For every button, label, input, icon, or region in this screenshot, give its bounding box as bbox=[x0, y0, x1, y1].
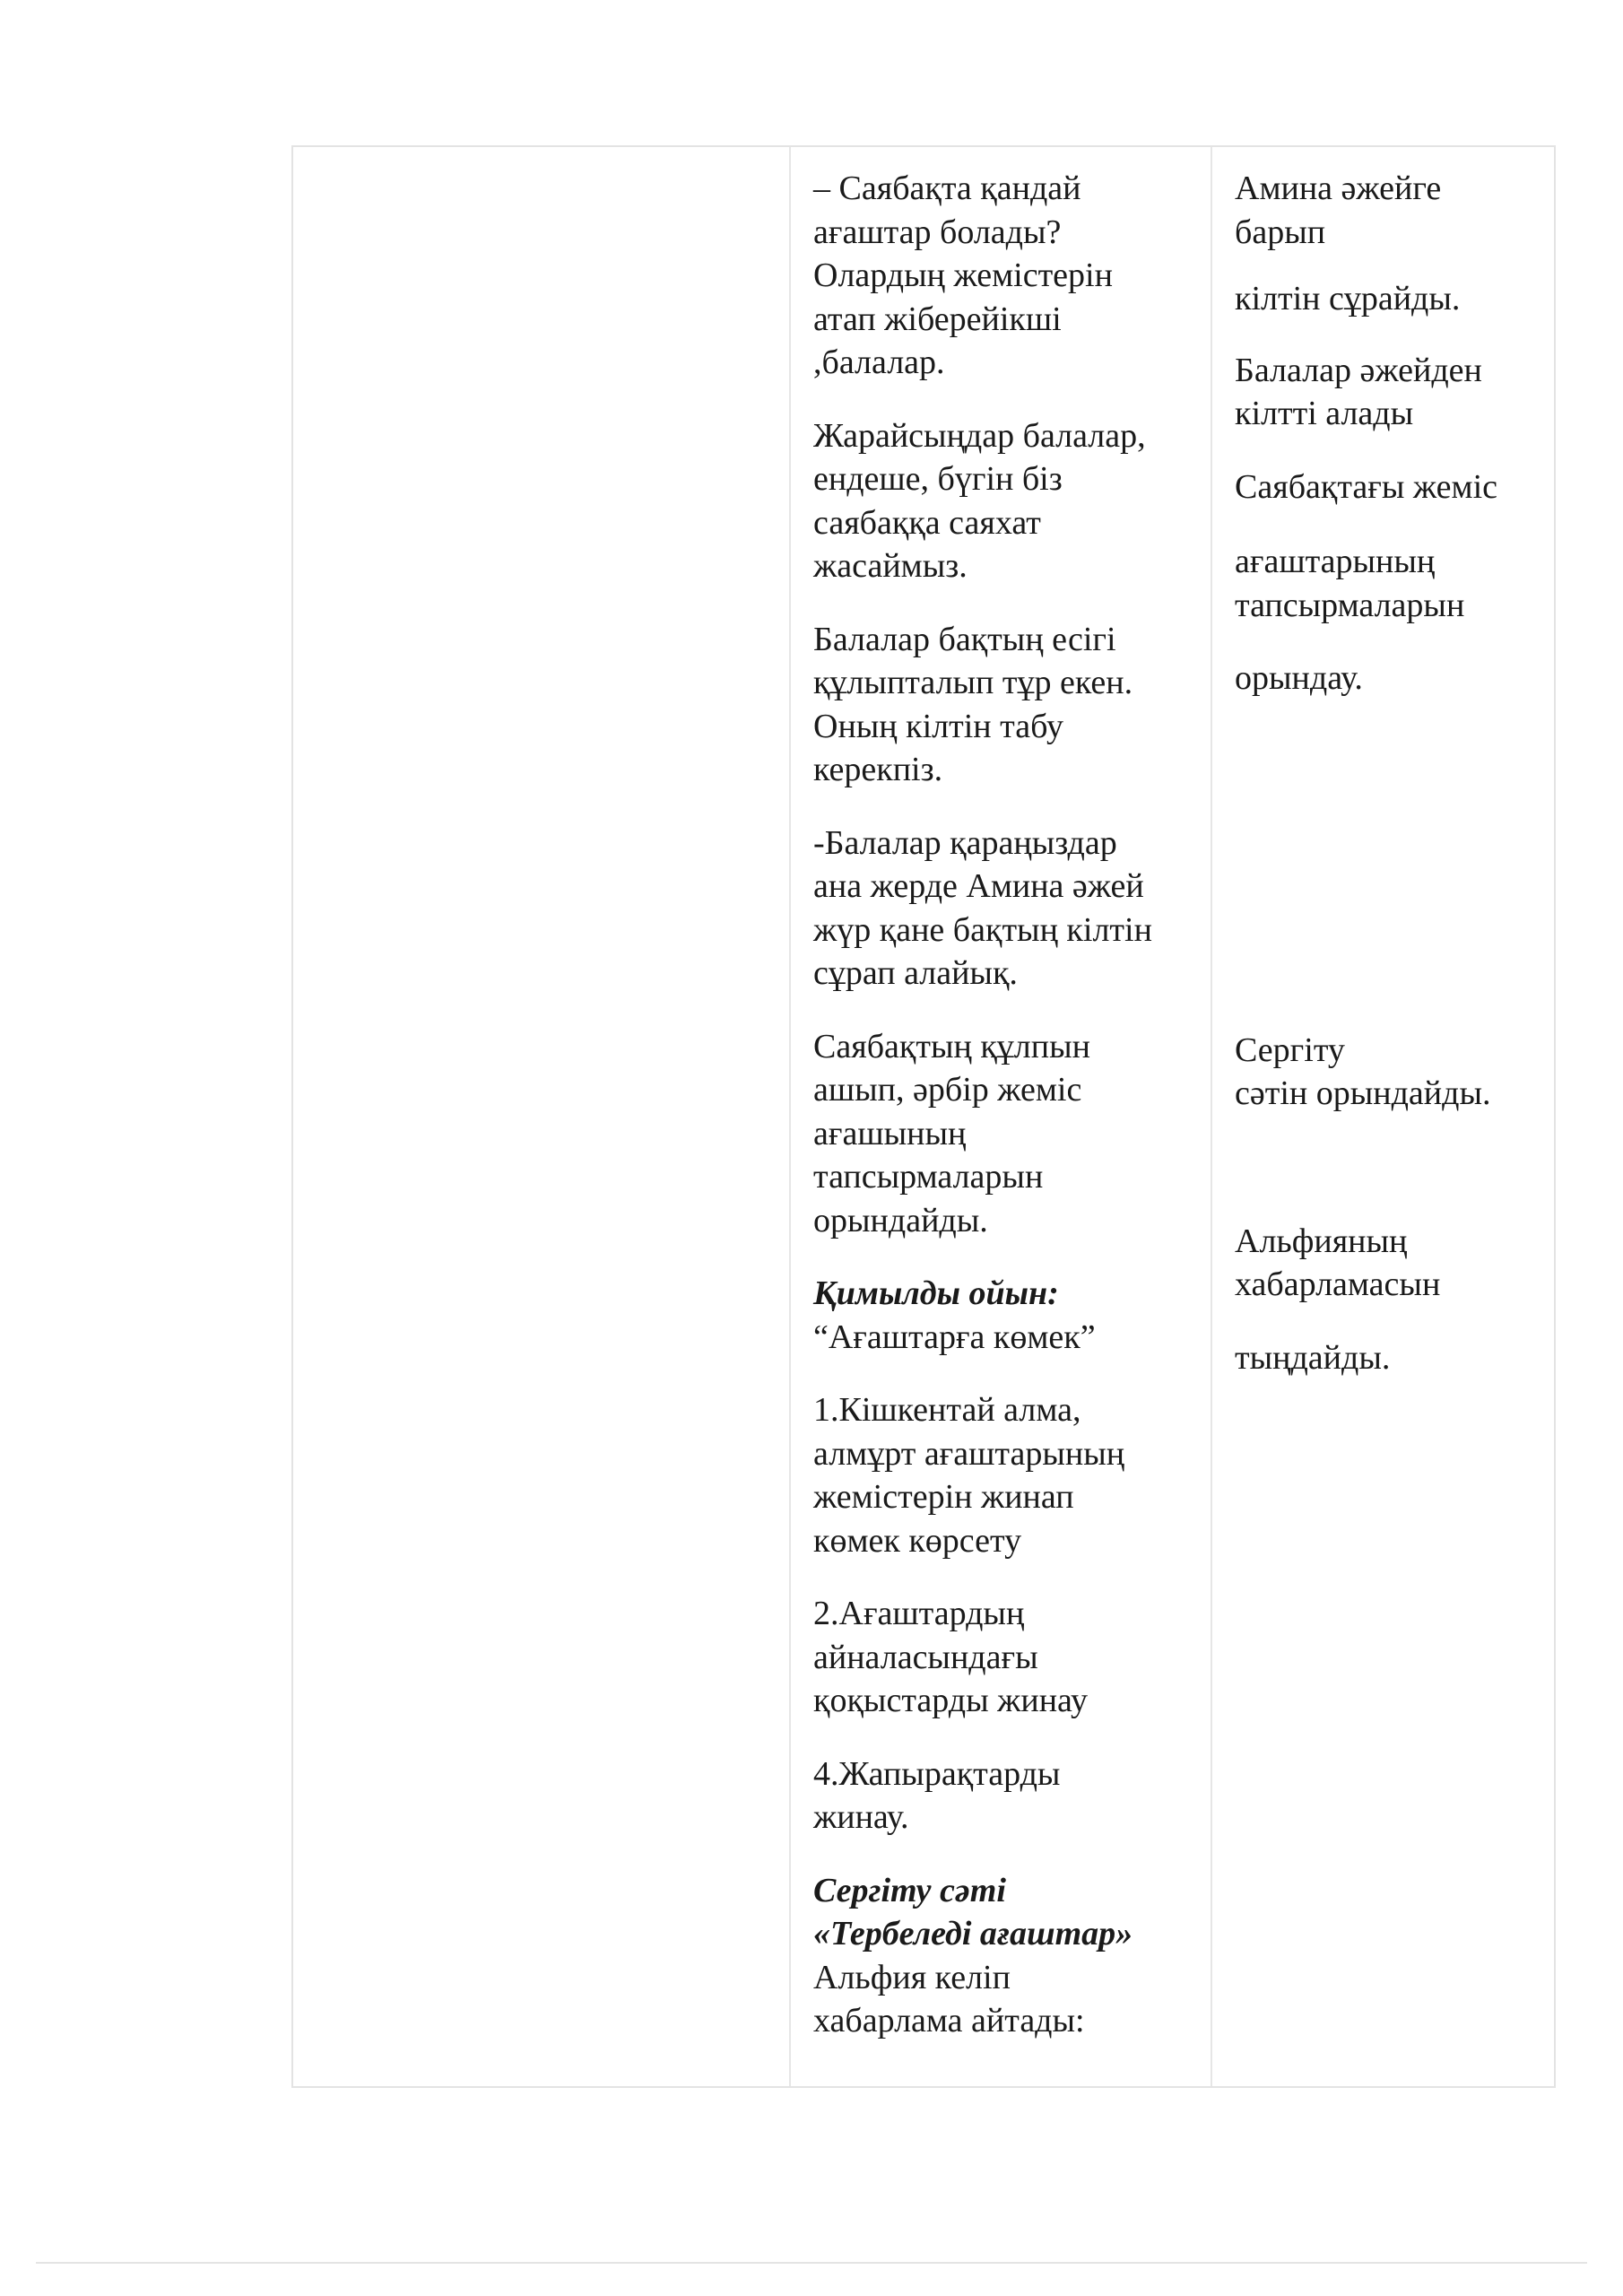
game-name: “Ағаштарға көмек” bbox=[813, 1318, 1096, 1356]
right-paragraph-5: ағаштарының тапсырмаларын bbox=[1235, 543, 1465, 624]
right-paragraph-7: Сергіту сәтін орындайды. bbox=[1235, 1031, 1491, 1112]
right-paragraph-8: Альфияның хабарламасын bbox=[1235, 1222, 1441, 1303]
column-divider-1 bbox=[789, 147, 791, 2086]
right-paragraph-1: Амина әжейге барып bbox=[1235, 170, 1442, 251]
children-activity-cell bbox=[1235, 167, 1549, 1409]
task-1-paragraph: 1.Кішкентай алма, алмұрт ағаштарының жемістерін жинап көмек көрсету bbox=[813, 1391, 1125, 1560]
game-title: Қимылды ойын: bbox=[813, 1274, 1059, 1312]
right-paragraph-9: тыңдайды. bbox=[1235, 1338, 1391, 1377]
right-paragraph-3: Балалар әжейден кілтті алады bbox=[1235, 351, 1482, 432]
question-paragraph: – Саябақта қандай ағаштар болады? Олардың жемістерін атап жіберейікші ,балалар. bbox=[813, 170, 1113, 381]
column-divider-2 bbox=[1211, 147, 1212, 2086]
right-paragraph-6: орындау. bbox=[1235, 659, 1363, 697]
right-paragraph-4: Саябақтағы жеміс bbox=[1235, 467, 1497, 506]
amina-paragraph: -Балалар қараңыздар ана жерде Амина әжей жүр қане бақтың кілтін сұрап алайық. bbox=[813, 823, 1152, 992]
exercise-text: Альфия келіп хабарлама айтады: bbox=[813, 1958, 1085, 2039]
unlock-paragraph: Саябақтың құлпын ашып, әрбір жеміс ағашының тапсырмаларын орындайды. bbox=[813, 1027, 1090, 1239]
right-paragraph-2: кілтін сұрайды. bbox=[1235, 280, 1461, 317]
task-2-paragraph: 2.Ағаштардың айналасындағы қоқыстарды жинау bbox=[813, 1595, 1088, 1719]
exercise-title: Сергіту сәті «Тербеледі ағаштар» bbox=[813, 1871, 1133, 1952]
trip-paragraph: Жарайсыңдар балалар, ендеше, бүгін біз саябаққа саяхат жасаймыз. bbox=[813, 416, 1146, 585]
lesson-table bbox=[291, 145, 1556, 2088]
bottom-rule bbox=[36, 2262, 1587, 2264]
task-4-paragraph: 4.Жапырақтарды жинау. bbox=[813, 1754, 1061, 1836]
teacher-activity-cell bbox=[813, 167, 1208, 2043]
locked-gate-paragraph: Балалар бақтың есігі құлыпталып тұр екен. Оның кілтін табу керекпіз. bbox=[813, 620, 1133, 788]
game-block bbox=[813, 1272, 1208, 1359]
